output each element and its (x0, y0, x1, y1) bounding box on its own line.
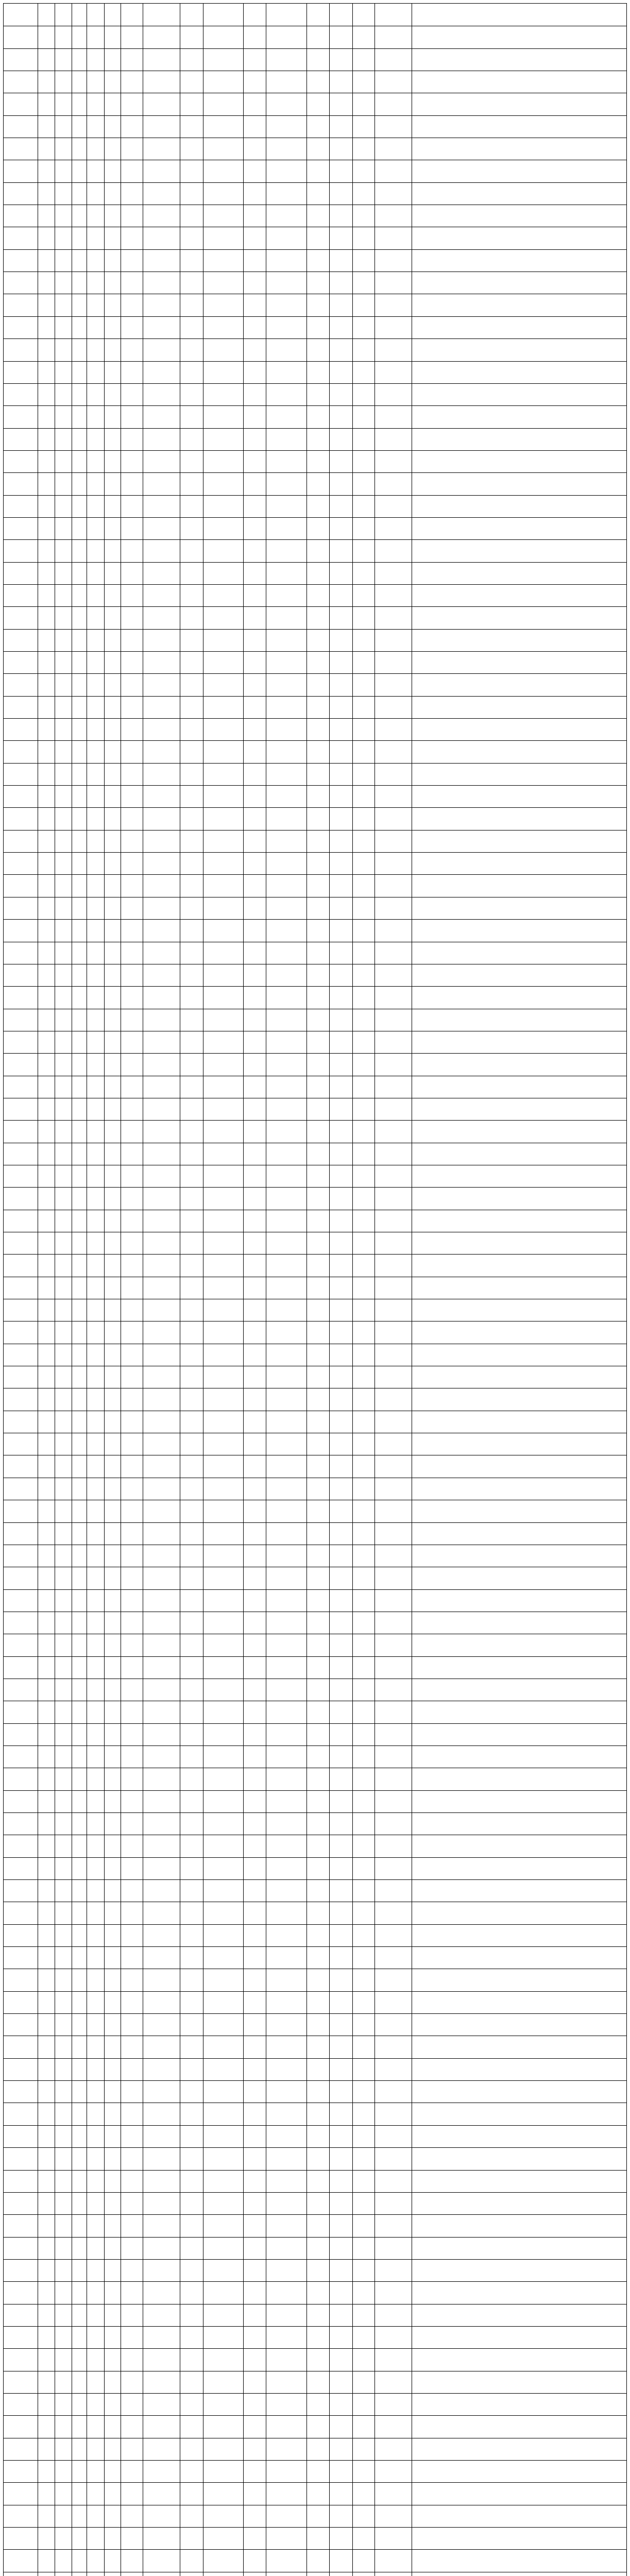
row-divider (4, 2527, 626, 2528)
recruitment-table (3, 3, 627, 2576)
row-divider (4, 2326, 626, 2327)
row-divider (4, 1812, 626, 1813)
row-divider (4, 517, 626, 518)
row-divider (4, 2348, 626, 2349)
row-divider (4, 874, 626, 875)
row-divider (4, 48, 626, 49)
row-divider (4, 2259, 626, 2260)
row-divider (4, 584, 626, 585)
row-divider (4, 2393, 626, 2394)
row-divider (4, 1879, 626, 1880)
row-divider (4, 2482, 626, 2483)
row-divider (4, 316, 626, 317)
row-divider (4, 2460, 626, 2461)
row-divider (4, 2549, 626, 2550)
row-divider (4, 383, 626, 384)
column-divider (329, 4, 330, 2576)
row-divider (4, 651, 626, 652)
column-divider (104, 4, 105, 2576)
row-divider (4, 2080, 626, 2081)
row-divider (4, 606, 626, 607)
row-divider (4, 1187, 626, 1188)
row-divider (4, 919, 626, 920)
row-divider (4, 115, 626, 116)
row-divider (4, 2415, 626, 2416)
row-divider (4, 629, 626, 630)
row-divider (4, 2237, 626, 2238)
row-divider (4, 830, 626, 831)
row-divider (4, 2147, 626, 2148)
row-divider (4, 696, 626, 697)
row-divider (4, 1946, 626, 1947)
row-divider (4, 2214, 626, 2215)
row-divider (4, 450, 626, 451)
row-divider (4, 249, 626, 250)
row-divider (4, 2192, 626, 2193)
row-divider (4, 539, 626, 540)
row-divider (4, 1857, 626, 1858)
row-divider (4, 2281, 626, 2282)
row-divider (4, 2170, 626, 2171)
row-divider (4, 1656, 626, 1657)
row-divider (4, 428, 626, 429)
row-divider (4, 852, 626, 853)
column-divider (243, 4, 244, 2576)
row-divider (4, 1790, 626, 1791)
row-divider (4, 1589, 626, 1590)
row-divider (4, 1053, 626, 1054)
row-divider (4, 562, 626, 563)
row-divider (4, 1745, 626, 1746)
row-divider (4, 338, 626, 339)
row-divider (4, 673, 626, 674)
row-divider (4, 1991, 626, 1992)
row-divider (4, 740, 626, 741)
row-divider (4, 2013, 626, 2014)
column-divider (374, 4, 375, 2576)
row-divider (4, 1723, 626, 1724)
row-divider (4, 405, 626, 406)
row-divider (4, 182, 626, 183)
row-divider (4, 2125, 626, 2126)
row-divider (4, 472, 626, 473)
row-divider (4, 986, 626, 987)
row-divider (4, 1924, 626, 1925)
row-divider (4, 807, 626, 808)
column-divider (352, 4, 353, 2576)
row-divider (4, 495, 626, 496)
row-divider (4, 1522, 626, 1523)
row-divider (4, 763, 626, 764)
row-divider (4, 1120, 626, 1121)
row-divider (4, 785, 626, 786)
row-divider (4, 2058, 626, 2059)
row-divider (4, 718, 626, 719)
row-divider (4, 361, 626, 362)
row-divider (4, 1254, 626, 1255)
